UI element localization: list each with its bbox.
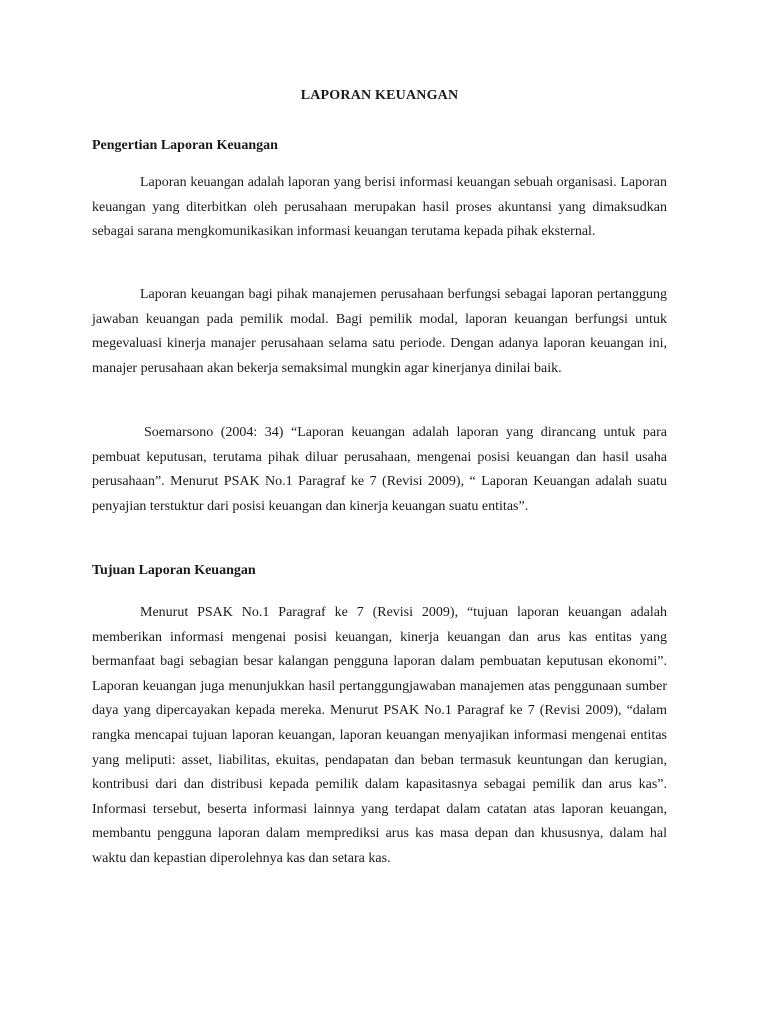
page-title: LAPORAN KEUANGAN [300, 88, 459, 103]
paragraph-4: Menurut PSAK No.1 Paragraf ke 7 (Revisi 2009), “tujuan laporan keuangan adalah memberikan informasi mengenai posisi keuangan, kinerja keuangan dan arus kas entitas yang bermanfaat bagi sebagian besar kalangan pengguna laporan dalam pembuatan keputusan ekonomi”. Laporan keuangan juga menunjukkan hasil pertanggungjawaban manajemen atas penggunaan sumber daya yang dipercayakan kepada mereka. Menurut PSAK No.1 Paragraf ke 7 (Revisi 2009), “dalam rangka mencapai tujuan laporan keuangan, laporan keuangan menyajikan informasi mengenai entitas yang meliputi: asset, liabilitas, ekuitas, pendapatan dan beban termasuk keuntungan dan kerugian, kontribusi dari dan distribusi kepada pemilik dalam kapasitasnya sebagai pemilik dan arus kas”. Informasi tersebut, beserta informasi lainnya yang terdapat dalam catatan atas laporan keuangan, membantu pengguna laporan dalam memprediksi arus kas masa depan dan khususnya, dalam hal waktu dan kepastian diperolehnya kas dan setara kas. [92, 605, 667, 866]
document-page [92, 0, 667, 1024]
section-heading-tujuan: Tujuan Laporan Keuangan [92, 563, 256, 578]
section-heading-pengertian: Pengertian Laporan Keuangan [92, 138, 278, 153]
paragraph-2: Laporan keuangan bagi pihak manajemen perusahaan berfungsi sebagai laporan pertanggung jawaban keuangan pada pemilik modal. Bagi pemilik modal, laporan keuangan berfungsi untuk megevaluasi kinerja manajer perusahaan selama satu periode. Dengan adanya laporan keuangan ini, manajer perusahaan akan bekerja semaksimal mungkin agar kinerjanya dinilai baik. [92, 287, 667, 376]
paragraph-3: Soemarsono (2004: 34) “Laporan keuangan adalah laporan yang dirancang untuk para pembuat keputusan, terutama pihak diluar perusahaan, mengenai posisi keuangan dan hasil usaha perusahaan”. Menurut PSAK No.1 Paragraf ke 7 (Revisi 2009), “ Laporan Keuangan adalah suatu penyajian terstuktur dari posisi keuangan dan kinerja keuangan suatu entitas”. [92, 425, 667, 514]
paragraph-1: Laporan keuangan adalah laporan yang berisi informasi keuangan sebuah organisasi. Laporan keuangan yang diterbitkan oleh perusahaan merupakan hasil proses akuntansi yang dimaksudkan sebagai sarana mengkomunikasikan informasi keuangan terutama kepada pihak eksternal. [92, 175, 667, 240]
